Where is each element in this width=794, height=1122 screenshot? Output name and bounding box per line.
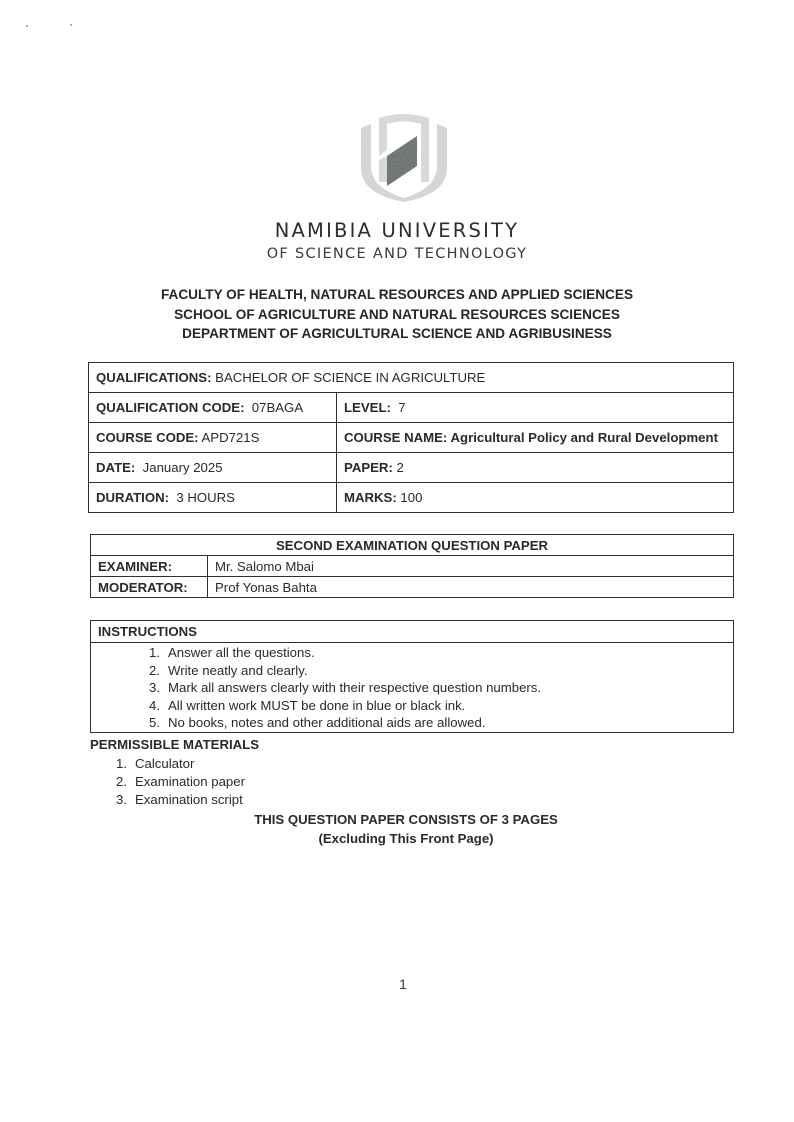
table-row <box>89 483 734 513</box>
moderator-label: MODERATOR: <box>91 577 208 598</box>
permissible-materials-title: PERMISSIBLE MATERIALS <box>90 737 260 752</box>
instructions-list <box>91 643 733 732</box>
item-number: 1. <box>149 645 160 660</box>
examiner-value: Mr. Salomo Mbai <box>208 556 734 577</box>
course-name-value: Agricultural Policy and Rural Development <box>447 430 718 445</box>
qualification-code-value: 07BAGA <box>244 400 304 415</box>
scan-specks <box>24 24 84 32</box>
excluding-front-page-line: (Excluding This Front Page) <box>318 831 494 846</box>
item-text: Calculator <box>135 756 195 771</box>
item-number: 2. <box>116 774 127 789</box>
course-name-cell <box>337 423 734 453</box>
department-heading: DEPARTMENT OF AGRICULTURAL SCIENCE AND AGRIBUSINESS <box>182 326 612 341</box>
page-number: 1 <box>399 976 407 992</box>
item-text: Examination paper <box>135 774 245 789</box>
list-item <box>90 791 245 809</box>
duration-cell <box>89 483 337 513</box>
item-number: 3. <box>116 792 127 807</box>
qualifications-value: BACHELOR OF SCIENCE IN AGRICULTURE <box>211 370 486 385</box>
item-number: 5. <box>149 715 160 731</box>
item-number: 2. <box>149 662 160 678</box>
permissible-materials-list <box>90 755 245 809</box>
list-item <box>91 714 733 732</box>
course-code-label: COURSE CODE: <box>96 430 199 445</box>
marks-value: 100 <box>396 490 423 505</box>
qualification-code-label: QUALIFICATION CODE: <box>96 400 245 415</box>
duration-label: DURATION: <box>96 490 170 505</box>
course-code-cell <box>89 423 337 453</box>
course-code-value: APD721S <box>198 430 260 445</box>
department-headings <box>0 285 794 344</box>
examiner-table <box>90 534 734 598</box>
qualification-code-cell <box>89 393 337 423</box>
list-item <box>91 662 733 680</box>
marks-label: MARKS: <box>344 490 397 505</box>
table-row <box>91 535 734 556</box>
table-row <box>91 577 734 598</box>
speck <box>70 24 72 26</box>
page-count-note <box>0 810 794 848</box>
item-number: 3. <box>149 680 160 696</box>
item-text: No books, notes and other additional aids are allowed. <box>168 715 486 731</box>
paper-cell <box>337 453 734 483</box>
instructions-title: INSTRUCTIONS <box>91 621 733 643</box>
list-item <box>91 697 733 715</box>
date-label: DATE: <box>96 460 136 475</box>
table-row <box>89 453 734 483</box>
course-name-label: COURSE NAME: <box>344 430 448 445</box>
duration-value: 3 HOURS <box>169 490 235 505</box>
list-item <box>91 644 733 662</box>
item-text: Mark all answers clearly with their respective question numbers. <box>168 680 542 696</box>
item-text: Answer all the questions. <box>168 645 315 660</box>
list-item <box>90 755 245 773</box>
paper-value: 2 <box>392 460 404 475</box>
item-text: All written work MUST be done in blue or black ink. <box>168 697 466 713</box>
faculty-heading: FACULTY OF HEALTH, NATURAL RESOURCES AND APPLIED SCIENCES <box>160 287 634 302</box>
table-row <box>89 423 734 453</box>
course-info-table <box>88 362 734 513</box>
level-label: LEVEL: <box>344 400 391 415</box>
list-item <box>91 679 733 697</box>
table-row <box>91 556 734 577</box>
instructions-box <box>90 620 734 733</box>
speck <box>26 25 28 27</box>
paper-label: PAPER: <box>344 460 393 475</box>
university-name: NAMIBIA UNIVERSITY <box>274 219 520 242</box>
university-subtitle: OF SCIENCE AND TECHNOLOGY <box>266 246 528 262</box>
table-row <box>89 363 734 393</box>
university-logo <box>357 110 451 202</box>
date-cell <box>89 453 337 483</box>
level-cell <box>337 393 734 423</box>
exam-paper-title: SECOND EXAMINATION QUESTION PAPER <box>91 535 734 556</box>
item-text: Write neatly and clearly. <box>168 662 308 678</box>
page-count-line: THIS QUESTION PAPER CONSISTS OF 3 PAGES <box>254 812 558 827</box>
moderator-value: Prof Yonas Bahta <box>208 577 734 598</box>
date-value: January 2025 <box>135 460 223 475</box>
item-text: Examination script <box>135 792 243 807</box>
qualifications-label: QUALIFICATIONS: <box>96 370 212 385</box>
examiner-label: EXAMINER: <box>91 556 208 577</box>
table-row <box>89 393 734 423</box>
nust-shield-logo-icon <box>357 110 451 202</box>
list-item <box>90 773 245 791</box>
item-number: 4. <box>149 697 160 713</box>
level-value: 7 <box>390 400 406 415</box>
marks-cell <box>337 483 734 513</box>
item-number: 1. <box>116 756 127 771</box>
school-heading: SCHOOL OF AGRICULTURE AND NATURAL RESOURCES SCIENCES <box>174 306 620 322</box>
qualifications-cell <box>89 363 734 393</box>
